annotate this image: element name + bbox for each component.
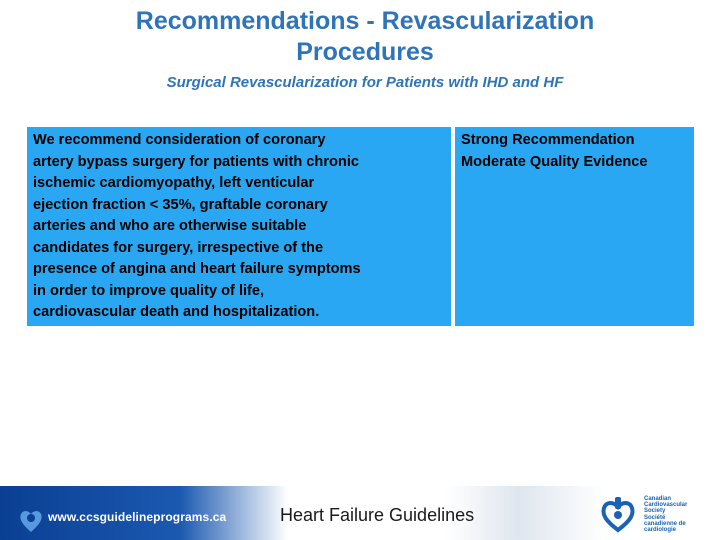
- page-title-line-1: Recommendations - Revascularization: [135, 7, 595, 35]
- recommendation-line: presence of angina and heart failure symptoms: [33, 261, 361, 277]
- recommendation-line: arteries and who are otherwise suitable: [33, 218, 307, 234]
- ccs-text-en-1: Canadian: [644, 496, 672, 502]
- recommendation-line: ejection fraction < 35%, graftable coronary: [33, 196, 328, 213]
- ccs-logo-icon: [600, 494, 636, 534]
- footer-program-title-a: Heart Failure: [280, 505, 385, 525]
- recommendation-text-box: [27, 127, 451, 326]
- ccs-text-en-3: Society: [644, 508, 666, 515]
- page-subtitle: Surgical Revascularization for Patients with IHD and HF: [166, 74, 564, 91]
- page-title-line-2: Procedures: [296, 38, 434, 66]
- footer-bar: [0, 486, 720, 540]
- recommendation-line: candidates for surgery, irrespective of the: [33, 239, 324, 256]
- footer-program-title-b: Guidelines: [384, 505, 475, 525]
- recommendation-line: ischemic cardiomyopathy, left venticular: [33, 175, 315, 191]
- footer-website-link[interactable]: www.ccsguidelineprograms.ca: [48, 510, 227, 524]
- page-title: [40, 6, 690, 68]
- ccs-text-fr-3: cardiologie: [644, 527, 677, 534]
- recommendation-strength: Strong Recommendation: [461, 132, 635, 148]
- recommendation-line: cardiovascular death and hospitalization.: [33, 304, 320, 320]
- heart-logo-icon: [18, 504, 44, 534]
- ccs-logo-text: [644, 496, 687, 533]
- recommendation-line: in order to improve quality of life,: [33, 282, 265, 299]
- evidence-quality: Moderate Quality Evidence: [461, 153, 648, 170]
- ccs-text-en-2: Cardiovascular: [644, 502, 688, 509]
- evidence-rating-box: [455, 127, 694, 326]
- recommendation-line: We recommend consideration of coronary: [33, 132, 326, 148]
- footer-program-title: [280, 505, 474, 526]
- ccs-text-fr-1: Société: [644, 514, 666, 521]
- ccs-text-fr-2: canadienne de: [644, 520, 686, 527]
- recommendation-line: artery bypass surgery for patients with chronic: [33, 153, 360, 170]
